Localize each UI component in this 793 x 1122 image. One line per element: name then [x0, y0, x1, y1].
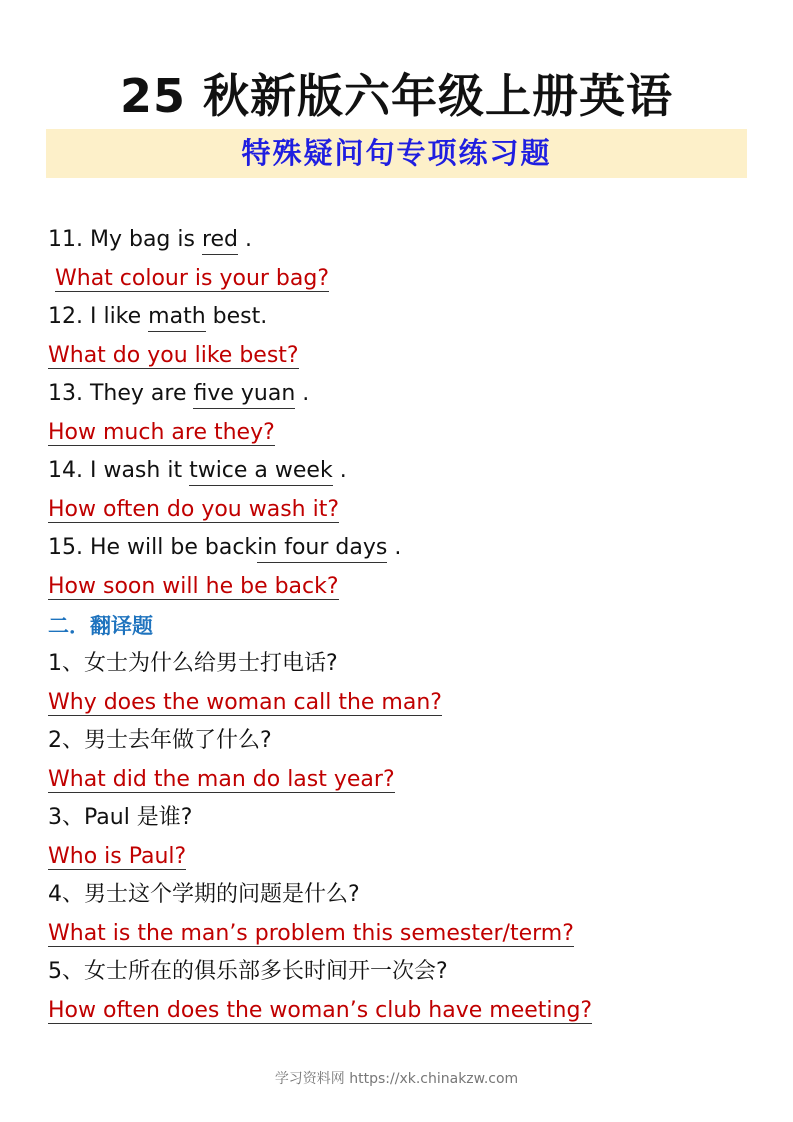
document-title: 25 秋新版六年级上册英语: [119, 69, 674, 123]
underlined-answer: red: [202, 226, 238, 255]
subtitle-banner: [46, 129, 747, 178]
question-text: 5、女士所在的俱乐部多长时间开一次会?: [48, 959, 448, 984]
question-end: .: [238, 227, 253, 252]
question-end: .: [332, 458, 347, 483]
question-15: [48, 532, 401, 564]
answer-text: How soon will he be back?: [48, 574, 339, 599]
translation-question-5: [48, 956, 448, 988]
answer-text: What colour is your bag?: [55, 266, 330, 291]
page-footer: 学习资料网 https://xk.chinakzw.com: [274, 1071, 519, 1087]
question-text: 4、男士这个学期的问题是什么?: [48, 882, 360, 907]
translation-answer-1: [48, 687, 442, 719]
answer-text: Why does the woman call the man?: [48, 690, 442, 715]
translation-question-3: [48, 802, 192, 834]
answer-14: [48, 494, 339, 526]
translation-answer-2: [48, 764, 395, 796]
answer-15: [48, 571, 339, 603]
answer-text: How much are they?: [48, 420, 275, 445]
translation-question-2: [48, 725, 272, 757]
answer-text: How often do you wash it?: [48, 497, 340, 522]
answer-text: Who is Paul?: [48, 844, 187, 869]
translation-answer-4: [48, 918, 574, 950]
answer-13: [48, 417, 275, 449]
question-12: [48, 301, 267, 333]
answer-text: How often does the woman’s club have meeting?: [48, 998, 593, 1023]
underlined-answer: twice a week: [189, 457, 333, 486]
answer-11: [55, 263, 329, 295]
answer-text: What is the man’s problem this semester/term?: [48, 921, 574, 946]
question-end: .: [295, 381, 310, 406]
answer-text: What did the man do last year?: [48, 767, 395, 792]
underlined-answer: math: [148, 303, 205, 332]
question-text: 12. I like: [48, 304, 149, 329]
question-text: 13. They are: [48, 381, 194, 406]
question-text: 1、女士为什么给男士打电话?: [48, 651, 338, 676]
translation-answer-5: [48, 995, 592, 1027]
question-text: 11. My bag is: [48, 227, 202, 252]
underlined-answer: five yuan: [193, 380, 295, 409]
translation-answer-3: [48, 841, 186, 873]
question-text: 14. I wash it: [48, 458, 190, 483]
answer-12: [48, 340, 299, 372]
section-heading: [48, 610, 153, 642]
answer-text: What do you like best?: [48, 343, 299, 368]
question-11: [48, 224, 252, 256]
question-text: 2、男士去年做了什么?: [48, 728, 272, 753]
underlined-answer: in four days: [257, 534, 387, 563]
question-14: [48, 455, 347, 487]
question-end: best.: [205, 304, 268, 329]
question-end: .: [387, 535, 402, 560]
section-heading-text: 二．翻译题: [48, 614, 153, 638]
translation-question-1: [48, 648, 338, 680]
question-text: 15. He will be back: [48, 535, 258, 560]
translation-question-4: [48, 879, 360, 911]
question-text: 3、Paul 是谁?: [48, 805, 193, 830]
question-13: [48, 378, 309, 410]
document-subtitle: 特殊疑问句专项练习题: [241, 136, 552, 170]
